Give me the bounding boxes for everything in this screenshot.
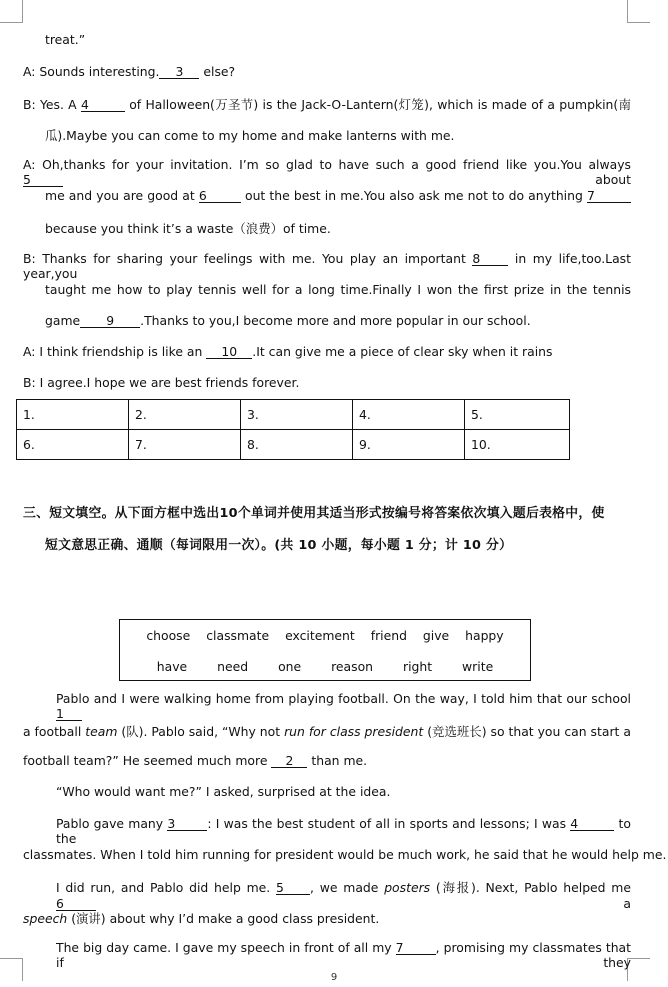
word-need: need bbox=[217, 659, 249, 674]
blank-p6[interactable]: 6 bbox=[56, 897, 96, 911]
passage-line-8 bbox=[23, 909, 379, 927]
word-friend: friend bbox=[370, 628, 407, 643]
passage-line-5 bbox=[56, 816, 631, 846]
text: speech bbox=[23, 911, 68, 926]
text: of Halloween(万圣节) is the Jack-O-Lantern(灯笼), which is made of a pumpkin(南 bbox=[129, 97, 631, 112]
text: A: Sounds interesting. bbox=[23, 64, 160, 79]
table-row bbox=[17, 430, 570, 460]
text: (队). Pablo said, “Why not bbox=[121, 724, 281, 739]
blank-5[interactable]: 5 bbox=[23, 173, 63, 187]
answer-cell-2[interactable]: 2. bbox=[129, 400, 241, 430]
text: : I was the best student of all in sports and lessons; I was bbox=[207, 816, 567, 831]
text: game bbox=[45, 313, 81, 328]
text: , promising my classmates that if they bbox=[56, 940, 632, 970]
text: about bbox=[595, 172, 631, 187]
blank-6[interactable]: 6 bbox=[199, 189, 241, 203]
table-row bbox=[17, 400, 570, 430]
text: B: Thanks for sharing your feelings with me. You play an important bbox=[23, 251, 466, 266]
page-number: 9 bbox=[330, 972, 338, 983]
text: to the bbox=[56, 816, 631, 846]
text: football team?” He seemed much more bbox=[23, 753, 268, 768]
text: else? bbox=[203, 64, 236, 79]
dialogue-line-6 bbox=[45, 219, 331, 237]
answer-cell-8[interactable]: 8. bbox=[241, 430, 353, 460]
text: The big day came. I gave my speech in front of all my bbox=[56, 940, 392, 955]
passage-line-7 bbox=[56, 878, 631, 911]
dialogue-line-3 bbox=[45, 126, 454, 144]
word-give: give bbox=[422, 628, 450, 643]
answer-cell-9[interactable]: 9. bbox=[353, 430, 465, 460]
text: me and you are good at bbox=[45, 188, 195, 203]
dialogue-line-4 bbox=[23, 157, 631, 187]
answer-cell-10[interactable]: 10. bbox=[465, 430, 570, 460]
word-bank-row-1 bbox=[120, 628, 530, 643]
passage-line-4 bbox=[56, 784, 390, 799]
word-write: write bbox=[462, 659, 494, 674]
blank-p4[interactable]: 4 bbox=[570, 817, 614, 831]
text: classmates. When I told him running for president would be much work, he said that he would help me. bbox=[23, 847, 667, 862]
text: in my life,too.Last year,you bbox=[23, 251, 631, 281]
passage-line-9 bbox=[56, 940, 631, 970]
word-bank-row-2 bbox=[120, 659, 530, 674]
text: A: Oh,thanks for your invitation. I’m so glad to have such a good friend like you.You always bbox=[23, 157, 631, 172]
blank-p7[interactable]: 7 bbox=[396, 941, 436, 955]
text: A: I think friendship is like an bbox=[23, 344, 203, 359]
dialogue-line-7 bbox=[23, 251, 631, 281]
answer-cell-5[interactable]: 5. bbox=[465, 400, 570, 430]
blank-10[interactable]: 10 bbox=[206, 345, 252, 359]
blank-3[interactable]: 3 bbox=[159, 65, 199, 79]
text: team bbox=[85, 724, 118, 739]
text: “Who would want me?” I asked, surprised at the idea. bbox=[56, 784, 391, 799]
blank-4[interactable]: 4 bbox=[81, 98, 125, 112]
blank-p2[interactable]: 2 bbox=[271, 754, 307, 768]
word-have: have bbox=[156, 659, 188, 674]
dialogue-line-9 bbox=[45, 313, 531, 328]
dialogue-line-11 bbox=[23, 375, 299, 390]
passage-line-1 bbox=[56, 691, 631, 721]
section-title-line-2: 短文意思正确、通顺（每词限用一次）。(共 10 小题，每小题 1 分；计 10 分） bbox=[45, 538, 513, 553]
blank-8[interactable]: 8 bbox=[472, 252, 508, 266]
text: (竞选班长) so that you can start a bbox=[427, 724, 631, 739]
text: B: I agree.I hope we are best friends forever. bbox=[23, 375, 300, 390]
answer-cell-1[interactable]: 1. bbox=[17, 400, 129, 430]
passage-line-3 bbox=[23, 753, 367, 768]
dialogue-line-10 bbox=[23, 344, 552, 359]
text: , we made bbox=[310, 880, 379, 895]
dialogue-line-5 bbox=[45, 188, 631, 203]
text: treat.” bbox=[45, 32, 86, 47]
word-classmate: classmate bbox=[206, 628, 270, 643]
dialogue-line-1 bbox=[23, 64, 235, 79]
text: a bbox=[623, 896, 631, 911]
blank-p1[interactable]: 1 bbox=[56, 707, 82, 721]
answer-cell-6[interactable]: 6. bbox=[17, 430, 129, 460]
text: Pablo and I were walking home from playing football. On the way, I told him that our school bbox=[56, 691, 631, 706]
text: posters bbox=[384, 880, 431, 895]
word-one: one bbox=[278, 659, 302, 674]
crop-mark-top-right bbox=[627, 0, 650, 23]
word-reason: reason bbox=[331, 659, 374, 674]
word-choose: choose bbox=[146, 628, 191, 643]
word-right: right bbox=[402, 659, 433, 674]
text: I did run, and Pablo did help me. bbox=[56, 880, 271, 895]
text: .It can give me a piece of clear sky when it rains bbox=[252, 344, 553, 359]
dialogue-line-2 bbox=[23, 95, 631, 113]
text: (演讲) about why I’d make a good class president. bbox=[71, 911, 380, 926]
answer-cell-7[interactable]: 7. bbox=[129, 430, 241, 460]
text: out the best in me.You also ask me not to do anything bbox=[245, 188, 583, 203]
blank-9[interactable]: 9 bbox=[80, 314, 140, 328]
text: B: Yes. A bbox=[23, 97, 77, 112]
answer-cell-4[interactable]: 4. bbox=[353, 400, 465, 430]
text: a football bbox=[23, 724, 82, 739]
dialogue-line-0 bbox=[45, 32, 85, 47]
text: 瓜).Maybe you can come to my home and make lanterns with me. bbox=[45, 128, 455, 143]
section-title-line-1: 三、短文填空。从下面方框中选出10个单词并使用其适当形式按编号将答案依次填入题后表格中，使 bbox=[23, 506, 605, 521]
word-happy: happy bbox=[465, 628, 504, 643]
text: because you think it’s a waste（浪费）of time. bbox=[45, 221, 331, 236]
dialogue-line-8 bbox=[45, 282, 631, 297]
blank-7[interactable]: 7 bbox=[587, 189, 631, 203]
text: Pablo gave many bbox=[56, 816, 164, 831]
text: .Thanks to you,I become more and more popular in our school. bbox=[140, 313, 531, 328]
passage-line-6 bbox=[23, 847, 666, 862]
answer-cell-3[interactable]: 3. bbox=[241, 400, 353, 430]
text: run for class president bbox=[284, 724, 424, 739]
text: taught me how to play tennis well for a long time.Finally I won the first prize in the tennis bbox=[45, 282, 631, 297]
crop-mark-top-left bbox=[0, 0, 23, 23]
blank-p3[interactable]: 3 bbox=[167, 817, 207, 831]
text: than me. bbox=[311, 753, 368, 768]
answer-table bbox=[16, 399, 570, 460]
word-bank-box bbox=[119, 619, 531, 681]
passage-line-2 bbox=[23, 722, 631, 740]
text: (海报). Next, Pablo helped me bbox=[435, 880, 632, 895]
word-excitement: excitement bbox=[285, 628, 355, 643]
blank-p5[interactable]: 5 bbox=[276, 881, 310, 895]
